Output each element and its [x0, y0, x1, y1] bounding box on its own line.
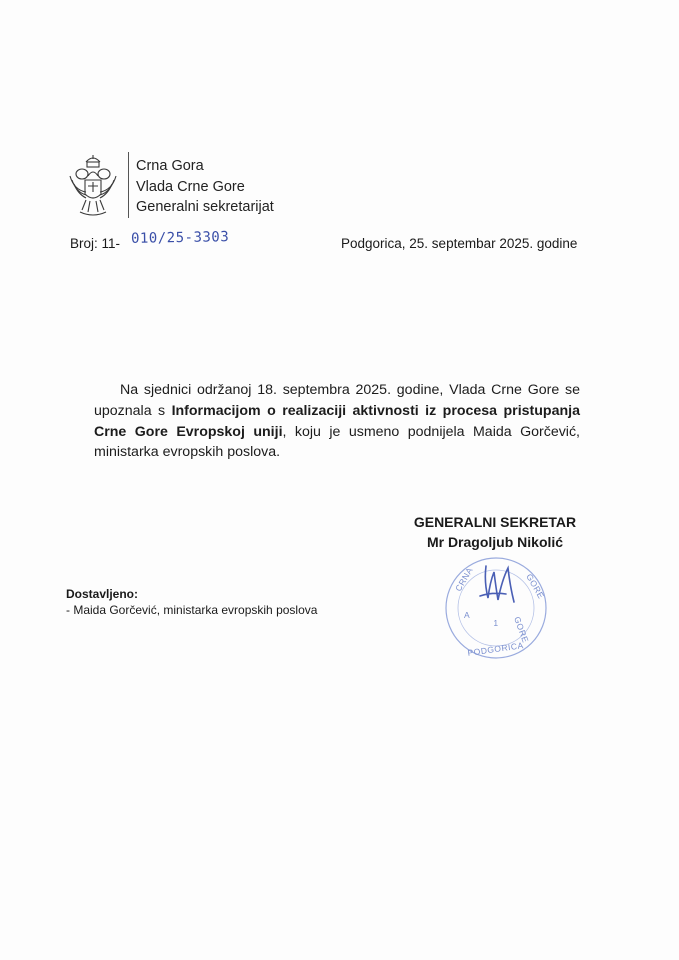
body-text-part2: , koju je usmeno podnijela Maida Gorčević, ministarka evropskih poslova. [94, 423, 580, 461]
delivery-list [66, 586, 317, 618]
stamp-mid-right: GORE [512, 615, 531, 645]
coat-of-arms-icon [66, 154, 120, 218]
government-name: Vlada Crne Gore [136, 178, 245, 195]
header-divider [128, 152, 129, 218]
body-text-part1: Na sjednici održanoj 18. septembra 2025. godine, Vlada Crne Gore se upoznala s [94, 382, 580, 419]
handwritten-signature [480, 566, 514, 602]
official-stamp [430, 552, 560, 664]
stamp-bottom-text: PODGORICA [466, 640, 525, 658]
country-name: Crna Gora [136, 158, 204, 174]
stamp-mid-left: A [464, 610, 471, 620]
signatory-name: Mr Dragoljub Nikolić [426, 534, 564, 550]
reference-number: 010/25-3303 [130, 229, 230, 247]
delivery-recipient: - Maida Gorčević, ministarka evropskih poslova [66, 603, 318, 617]
signature-block [400, 512, 590, 552]
stamp-left-arc: CRNA [453, 565, 475, 593]
body-text-bold: Informacijom o realizaciji aktivnosti iz procesa pristupanja Crne Gore Evropskoj uniji [94, 402, 580, 440]
reference-label: Broj: 11- [70, 236, 121, 251]
department-name: Generalni sekretarijat [136, 199, 274, 215]
signature-title: GENERALNI SEKRETAR [413, 514, 577, 530]
place-and-date: Podgorica, 25. septembar 2025. godine [341, 236, 578, 251]
letterhead [136, 156, 274, 218]
stamp-center-number: 1 [493, 618, 499, 628]
delivery-label: Dostavljeno: [66, 587, 139, 601]
stamp-right-arc: GORE [524, 572, 547, 601]
body-paragraph [94, 380, 580, 463]
